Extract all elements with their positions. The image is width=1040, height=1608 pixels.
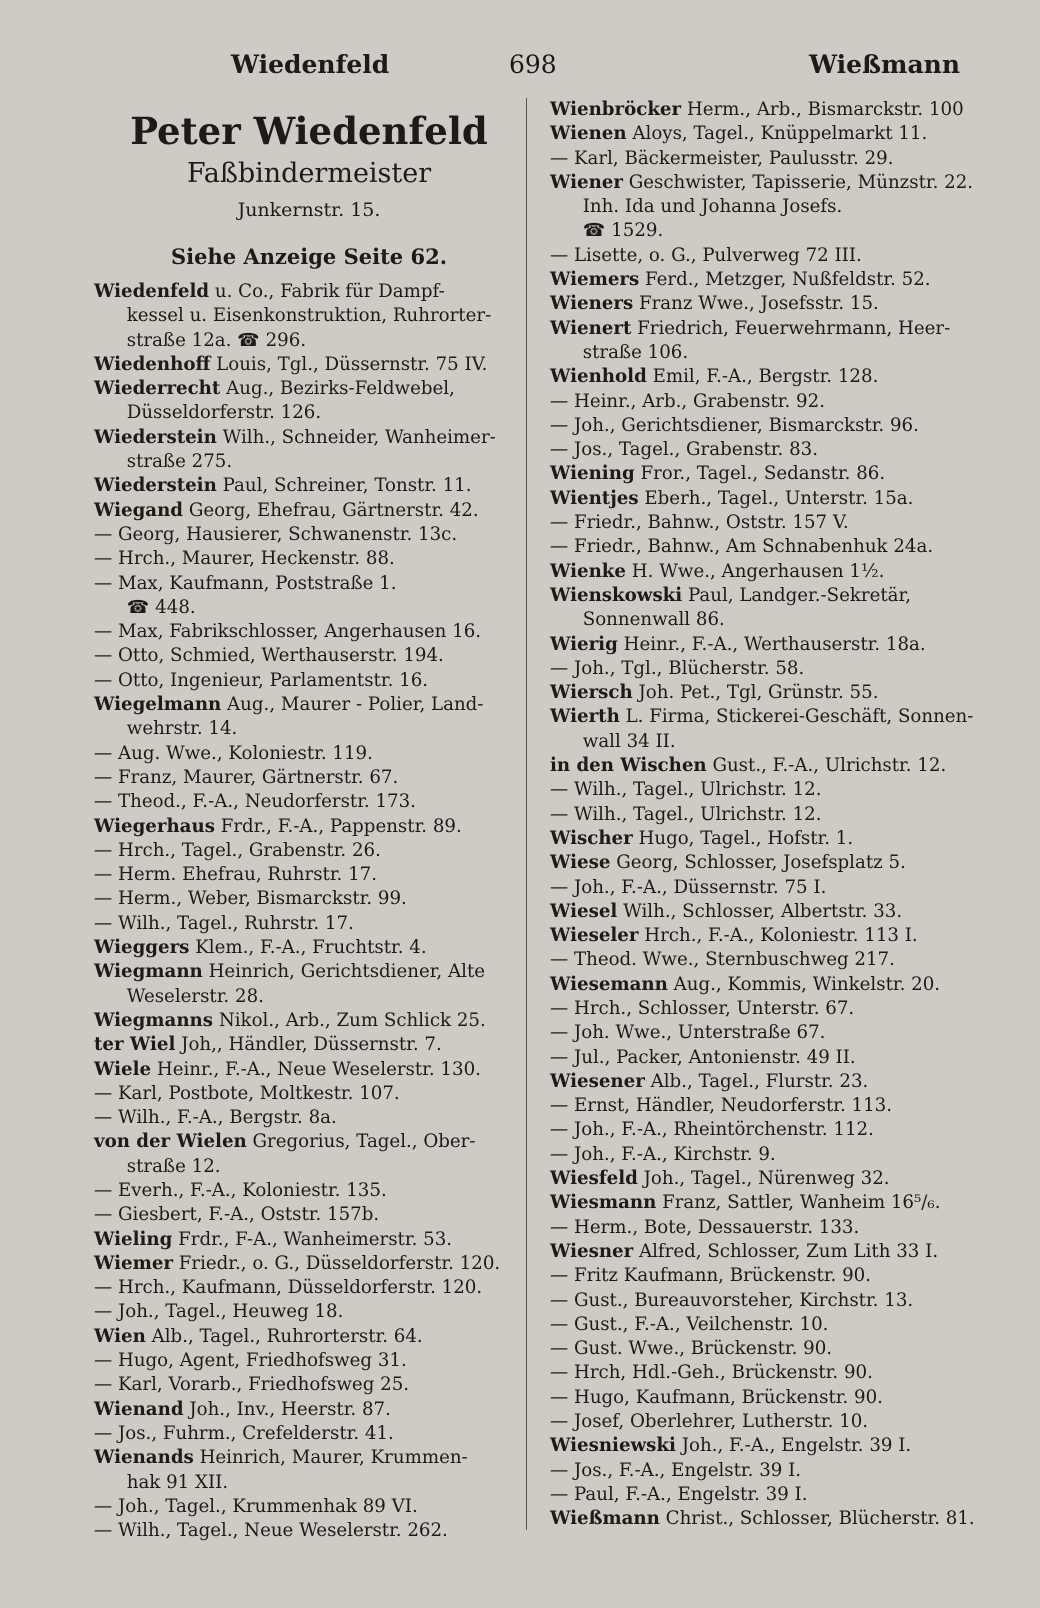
entry-text: Georg, Ehefrau, Gärtnerstr. 42. (183, 499, 479, 521)
entry-text: Herm., Arb., Bismarckstr. 100 (681, 99, 964, 120)
entry-text: — Paul, F.-A., Engelstr. 39 I. (550, 1483, 808, 1505)
advertisement (94, 106, 524, 276)
entry-text: Sonnenwall 86. (582, 609, 725, 631)
entry-surname: Wien (94, 1325, 146, 1347)
directory-entry (94, 815, 524, 839)
entry-surname: Wiesfeld (550, 1168, 638, 1190)
entry-text: Friedr., o. G., Düsseldorferstr. 120. (172, 1252, 501, 1274)
entry-surname: ter Wiel (94, 1034, 176, 1056)
directory-entry (94, 474, 524, 498)
directory-entry (550, 487, 980, 511)
directory-entry (550, 1313, 980, 1337)
entry-text: — Joh., F.-A., Kirchstr. 9. (550, 1143, 776, 1165)
directory-entry (550, 633, 980, 657)
entry-text: Franz Wwe., Josefsstr. 15. (633, 293, 879, 315)
directory-entry (550, 1118, 980, 1142)
entry-text: — Joh., F.-A., Rheintörchenstr. 112. (550, 1119, 874, 1141)
directory-entry (550, 584, 980, 633)
entry-surname: Wießmann (550, 1508, 660, 1530)
entry-text: Gust., F.-A., Ulrichstr. 12. (706, 755, 947, 777)
directory-entry (94, 1519, 524, 1543)
entry-text: Frdr., F-A., Wanheimerstr. 53. (172, 1228, 453, 1250)
directory-entry (550, 924, 980, 948)
entry-text: — Wilh., Tagel., Ruhrstr. 17. (94, 912, 354, 934)
entry-text: straße 12a. ☎ 296. (126, 329, 307, 351)
entry-text: Fror., Tagel., Sedanstr. 86. (634, 463, 886, 485)
ad-trade: Faßbindermeister (186, 158, 432, 189)
directory-entry (94, 1252, 524, 1276)
directory-entry (94, 912, 524, 936)
entry-text: Joh,, Händler, Düssernstr. 7. (175, 1034, 442, 1056)
entry-surname: Wienbröcker (550, 99, 682, 120)
entry-text: Emil, F.-A., Bergstr. 128. (646, 366, 879, 388)
entry-surname: Wiener (550, 171, 623, 193)
entry-text: straße 275. (126, 451, 233, 473)
entry-surname: Wienand (94, 1398, 184, 1420)
entry-surname: Wierth (550, 706, 620, 728)
entry-text: — Wilh., F.-A., Bergstr. 8a. (94, 1107, 337, 1129)
directory-entry (94, 547, 524, 571)
entry-text: Paul, Landger.-Sekretär, (682, 584, 911, 606)
entry-text: u. Co., Fabrik für Dampf- (209, 281, 445, 302)
entry-text: Franz, Sattler, Wanheim 16⁵/₆. (656, 1192, 941, 1214)
directory-entry (550, 98, 980, 122)
entry-text: Düsseldorferstr. 126. (126, 402, 322, 424)
directory-entry (550, 1070, 980, 1094)
entry-surname: Wiening (550, 463, 635, 485)
directory-entry (94, 766, 524, 790)
directory-entry (94, 1276, 524, 1300)
entry-surname: Wischer (550, 827, 633, 849)
entry-text: Georg, Schlosser, Josefsplatz 5. (610, 852, 906, 874)
entry-surname: Wienert (550, 317, 632, 339)
entry-surname: Wiederstein (94, 475, 217, 497)
directory-entry (550, 1094, 980, 1118)
entry-surname: Wienhold (550, 366, 647, 388)
entry-text: Friedrich, Feuerwehrmann, Heer- (631, 317, 951, 339)
entry-surname: Wiemer (94, 1252, 173, 1274)
entry-text: Wilh., Schneider, Wanheimer- (216, 426, 496, 448)
directory-entry (550, 851, 980, 875)
entry-text: — Joh., Tagel., Heuweg 18. (94, 1301, 344, 1323)
entry-text: Hugo, Tagel., Hofstr. 1. (632, 827, 854, 849)
entry-text: — Herm. Ehefrau, Ruhrstr. 17. (94, 864, 378, 886)
directory-entry (550, 1216, 980, 1240)
entry-text: Paul, Schreiner, Tonstr. 11. (216, 475, 472, 497)
entry-surname: Wiese (550, 852, 611, 874)
entry-text: Christ., Schlosser, Blücherstr. 81. (659, 1508, 975, 1530)
entry-text: hak 91 XII. (126, 1471, 229, 1493)
directory-entry (550, 1167, 980, 1191)
entry-text: Wilh., Schlosser, Albertstr. 33. (617, 900, 903, 922)
entry-surname: Wiederstein (94, 426, 217, 448)
directory-entry (550, 900, 980, 924)
directory-entry (550, 560, 980, 584)
directory-entry (94, 620, 524, 644)
entry-text: — Josef, Oberlehrer, Lutherstr. 10. (550, 1411, 869, 1433)
entry-text: wehrstr. 14. (126, 718, 238, 740)
directory-entry (550, 657, 980, 681)
entry-text: — Friedr., Bahnw., Oststr. 157 V. (550, 512, 849, 534)
entry-text: — Hrch, Hdl.-Geh., Brückenstr. 90. (550, 1362, 873, 1384)
entry-text: — Herm., Weber, Bismarckstr. 99. (94, 888, 407, 910)
directory-entry (550, 778, 980, 802)
directory-entry (94, 839, 524, 863)
directory-entry (550, 754, 980, 778)
directory-entry (94, 1179, 524, 1203)
entry-text: ☎ 1529. (582, 220, 664, 242)
entry-surname: Wiesmann (550, 1192, 657, 1214)
directory-entry (94, 1033, 524, 1057)
directory-entry (550, 1361, 980, 1385)
directory-entry (94, 1106, 524, 1130)
directory-entry (550, 1434, 980, 1458)
entry-surname: Wienands (94, 1447, 194, 1469)
entry-surname: in den Wischen (550, 755, 707, 777)
entry-text: Joh. Pet., Tgl, Grünstr. 55. (632, 682, 879, 704)
directory-entry (94, 1422, 524, 1446)
directory-entry (550, 1507, 980, 1531)
entry-text: — Theod., F.-A., Neudorferstr. 173. (94, 791, 416, 813)
entry-text: — Joh., Tagel., Krummenhak 89 VI. (94, 1495, 418, 1517)
directory-entry (94, 1082, 524, 1106)
directory-entry (550, 1410, 980, 1434)
entry-surname: Wiegand (94, 499, 184, 521)
entry-text: — Heinr., Arb., Grabenstr. 92. (550, 390, 825, 412)
entry-text: straße 106. (582, 341, 689, 363)
entry-surname: Wierig (550, 633, 618, 655)
entry-text: — Joh., F.-A., Düssernstr. 75 I. (550, 876, 827, 898)
entry-text: ☎ 448. (126, 596, 196, 618)
entry-surname: Wiesniewski (550, 1435, 676, 1457)
directory-entry (550, 171, 980, 244)
entry-text: — Karl, Postbote, Moltkestr. 107. (94, 1082, 400, 1104)
directory-entry (550, 827, 980, 851)
column-divider (526, 98, 527, 1530)
entry-surname: Wiegmanns (94, 1009, 214, 1031)
entry-surname: Wiegmann (94, 961, 203, 983)
entry-text: Aloys, Tagel., Knüppelmarkt 11. (626, 123, 928, 145)
entry-surname: Wieseler (550, 925, 639, 947)
entry-text: Aug., Bezirks-Feldwebel, (220, 378, 455, 400)
entry-text: — Jos., Fuhrm., Crefelderstr. 41. (94, 1422, 394, 1444)
entry-text: — Wilh., Tagel., Ulrichstr. 12. (550, 779, 822, 801)
header-right-keyword: Wießmann (808, 50, 960, 79)
entry-surname: Wiemers (550, 269, 640, 291)
directory-entry (94, 1228, 524, 1252)
entry-text: — Joh., Tgl., Blücherstr. 58. (550, 657, 805, 679)
entry-text: Ferd., Metzger, Nußfeldstr. 52. (639, 269, 931, 291)
directory-entry (550, 268, 980, 292)
entry-text: Alfred, Schlosser, Zum Lith 33 I. (633, 1240, 939, 1262)
entry-text: — Wilh., Tagel., Neue Weselerstr. 262. (94, 1520, 448, 1542)
entry-text: — Joh., Gerichtsdiener, Bismarckstr. 96. (550, 414, 919, 436)
directory-entry (94, 960, 524, 1009)
directory-entry (94, 377, 524, 426)
directory-entry (94, 1203, 524, 1227)
directory-entry (550, 1386, 980, 1410)
directory-entry (550, 1337, 980, 1361)
directory-entry (550, 1483, 980, 1507)
entry-surname: Wiesemann (550, 973, 668, 995)
entry-text: — Otto, Ingenieur, Parlamentstr. 16. (94, 669, 429, 691)
entry-text: — Karl, Vorarb., Friedhofsweg 25. (94, 1374, 410, 1396)
entry-text: Heinrich, Maurer, Krummen- (193, 1447, 468, 1469)
directory-entry (94, 353, 524, 377)
entry-surname: Wiesner (550, 1240, 634, 1262)
entry-text: — Friedr., Bahnw., Am Schnabenhuk 24a. (550, 536, 934, 558)
entry-text: — Joh. Wwe., Unterstraße 67. (550, 1022, 826, 1044)
entry-surname: Wiedenhoff (94, 353, 211, 375)
directory-entry (550, 1264, 980, 1288)
entry-text: Klem., F.-A., Fruchtstr. 4. (189, 937, 427, 959)
directory-entry (94, 790, 524, 814)
entry-surname: Wienke (550, 560, 626, 582)
entry-text: — Hrch., Kaufmann, Düsseldorferstr. 120. (94, 1277, 483, 1299)
directory-entry (550, 317, 980, 366)
directory-entry (94, 523, 524, 547)
entry-surname: Wientjes (550, 487, 639, 509)
directory-entry (94, 426, 524, 475)
entry-text: — Otto, Schmied, Werthauserstr. 194. (94, 645, 444, 667)
directory-entry (94, 1495, 524, 1519)
entry-text: — Jos., Tagel., Grabenstr. 83. (550, 439, 819, 461)
entry-text: Geschwister, Tapisserie, Münzstr. 22. (622, 171, 974, 193)
entry-surname: Wiersch (550, 682, 633, 704)
entry-surname: Wiegelmann (94, 694, 222, 716)
entry-text: — Hrch., Schlosser, Unterstr. 67. (550, 997, 855, 1019)
entry-text: Aug., Maurer - Polier, Land- (221, 694, 484, 716)
directory-entry (94, 572, 524, 621)
directory-entry (550, 462, 980, 486)
entry-text: Alb., Tagel., Ruhrorterstr. 64. (145, 1325, 423, 1347)
entry-surname: Wieggers (94, 937, 190, 959)
entry-surname: Wieners (550, 293, 634, 315)
right-column (550, 98, 980, 1532)
entry-surname: Wieling (94, 1228, 173, 1250)
entry-text: — Max, Kaufmann, Poststraße 1. (94, 572, 397, 594)
entry-text: straße 12. (126, 1155, 221, 1177)
entry-text: Alb., Tagel., Flurstr. 23. (644, 1070, 869, 1092)
page-header (96, 50, 988, 90)
entry-text: Joh., Tagel., Nürenweg 32. (637, 1168, 890, 1190)
directory-entry (550, 244, 980, 268)
entry-text: — Everh., F.-A., Koloniestr. 135. (94, 1179, 387, 1201)
directory-entry (550, 414, 980, 438)
entry-text: — Karl, Bäckermeister, Paulusstr. 29. (550, 147, 894, 169)
entry-text: — Theod. Wwe., Sternbuschweg 217. (550, 949, 895, 971)
entry-text: Joh., F.-A., Engelstr. 39 I. (675, 1435, 912, 1457)
directory-entry (550, 292, 980, 316)
ad-name: Peter Wiedenfeld (130, 109, 488, 153)
entry-text: — Gust., F.-A., Veilchenstr. 10. (550, 1313, 829, 1335)
entry-text: — Herm., Bote, Dessauerstr. 133. (550, 1216, 860, 1238)
entry-surname: Wiele (94, 1058, 152, 1080)
entry-text: Gregorius, Tagel., Ober- (246, 1131, 476, 1153)
entry-surname: Wiesener (550, 1070, 645, 1092)
entry-text: Louis, Tgl., Düssernstr. 75 IV. (210, 353, 488, 375)
ad-address: Junkernstr. 15. (237, 199, 381, 221)
directory-entry (550, 1046, 980, 1070)
entry-text: — Hugo, Kaufmann, Brückenstr. 90. (550, 1386, 883, 1408)
entry-text: — Wilh., Tagel., Ulrichstr. 12. (550, 803, 822, 825)
directory-entry (94, 1300, 524, 1324)
entry-surname: Wiesel (550, 900, 618, 922)
directory-entry (550, 1459, 980, 1483)
entry-text: — Gust. Wwe., Brückenstr. 90. (550, 1338, 833, 1360)
directory-entry (550, 511, 980, 535)
directory-entry (94, 1325, 524, 1349)
directory-entry (550, 997, 980, 1021)
header-left-keyword: Wiedenfeld (231, 50, 390, 79)
entry-text: — Hrch., Tagel., Grabenstr. 26. (94, 839, 381, 861)
entry-text: — Franz, Maurer, Gärtnerstr. 67. (94, 766, 399, 788)
directory-entry (94, 887, 524, 911)
entry-text: — Fritz Kaufmann, Brückenstr. 90. (550, 1265, 872, 1287)
directory-entry (94, 1130, 524, 1179)
directory-entry (550, 1143, 980, 1167)
directory-entry (550, 122, 980, 146)
entry-text: — Giesbert, F.-A., Oststr. 157b. (94, 1204, 380, 1226)
entry-surname: Wiederrecht (94, 378, 221, 400)
directory-entry (94, 863, 524, 887)
entry-text: Heinrich, Gerichtsdiener, Alte (202, 961, 486, 983)
directory-entry (550, 973, 980, 997)
directory-entry (94, 1398, 524, 1422)
entry-text: Aug., Kommis, Winkelstr. 20. (667, 973, 941, 995)
entry-text: H. Wwe., Angerhausen 1½. (625, 560, 885, 582)
entry-surname: Wienskowski (550, 584, 683, 606)
directory-entry (550, 147, 980, 171)
directory-entry (94, 499, 524, 523)
directory-entry (550, 1021, 980, 1045)
entry-text: Nikol., Arb., Zum Schlick 25. (213, 1009, 486, 1031)
entry-text: L. Firma, Stickerei-Geschäft, Sonnen- (619, 706, 974, 728)
directory-entry (94, 669, 524, 693)
entry-text: — Georg, Hausierer, Schwanenstr. 13c. (94, 523, 458, 545)
entry-text: Weselerstr. 28. (126, 985, 264, 1007)
entry-text: Heinr., F.-A., Werthauserstr. 18a. (617, 633, 926, 655)
left-column (94, 98, 524, 1543)
entry-text: — Lisette, o. G., Pulverweg 72 III. (550, 244, 862, 266)
directory-entry (550, 803, 980, 827)
ad-reference: Siehe Anzeige Seite 62. (170, 244, 448, 269)
directory-entry (94, 1349, 524, 1373)
entry-surname: Wienen (550, 123, 627, 145)
directory-entry (550, 1289, 980, 1313)
entry-text: Eberh., Tagel., Unterstr. 15a. (638, 487, 914, 509)
entry-text: Heinr., F.-A., Neue Weselerstr. 130. (151, 1058, 481, 1080)
directory-entry (94, 280, 524, 353)
directory-entry (94, 1009, 524, 1033)
entry-text: wall 34 II. (582, 730, 676, 752)
entry-text: Frdr., F.-A., Pappenstr. 89. (214, 815, 462, 837)
entry-text: — Jul., Packer, Antonienstr. 49 II. (550, 1046, 856, 1068)
directory-entry (550, 390, 980, 414)
directory-entry (550, 876, 980, 900)
entry-surname: Wiedenfeld (94, 281, 210, 302)
directory-entry (94, 644, 524, 668)
entry-text: — Ernst, Händler, Neudorferstr. 113. (550, 1095, 893, 1117)
directory-entry (550, 948, 980, 972)
directory-entry (550, 1240, 980, 1264)
entry-text: — Jos., F.-A., Engelstr. 39 I. (550, 1459, 802, 1481)
entry-text: — Max, Fabrikschlosser, Angerhausen 16. (94, 621, 482, 643)
directory-entry (550, 438, 980, 462)
directory-entry (94, 1058, 524, 1082)
entry-surname: von der Wielen (94, 1131, 247, 1153)
directory-entry (94, 936, 524, 960)
directory-entry (550, 1191, 980, 1215)
entry-text: — Hrch., Maurer, Heckenstr. 88. (94, 548, 395, 570)
directory-entry (550, 365, 980, 389)
page-number: 698 (509, 50, 557, 79)
directory-entry (94, 742, 524, 766)
directory-entry (550, 535, 980, 559)
directory-entry (94, 1373, 524, 1397)
entry-text: — Aug. Wwe., Koloniestr. 119. (94, 742, 373, 764)
directory-entry (94, 1446, 524, 1495)
directory-entry (550, 681, 980, 705)
directory-entry (550, 705, 980, 754)
entry-text: Inh. Ida und Johanna Josefs. (582, 196, 843, 218)
entry-text: kessel u. Eisenkonstruktion, Ruhrorter- (126, 305, 492, 327)
entry-text: — Hugo, Agent, Friedhofsweg 31. (94, 1350, 407, 1372)
entry-text: — Gust., Bureauvorsteher, Kirchstr. 13. (550, 1289, 914, 1311)
entry-text: Hrch., F.-A., Koloniestr. 113 I. (638, 925, 918, 947)
entry-surname: Wiegerhaus (94, 815, 215, 837)
directory-entry (94, 693, 524, 742)
entry-text: Joh., Inv., Heerstr. 87. (183, 1398, 391, 1420)
